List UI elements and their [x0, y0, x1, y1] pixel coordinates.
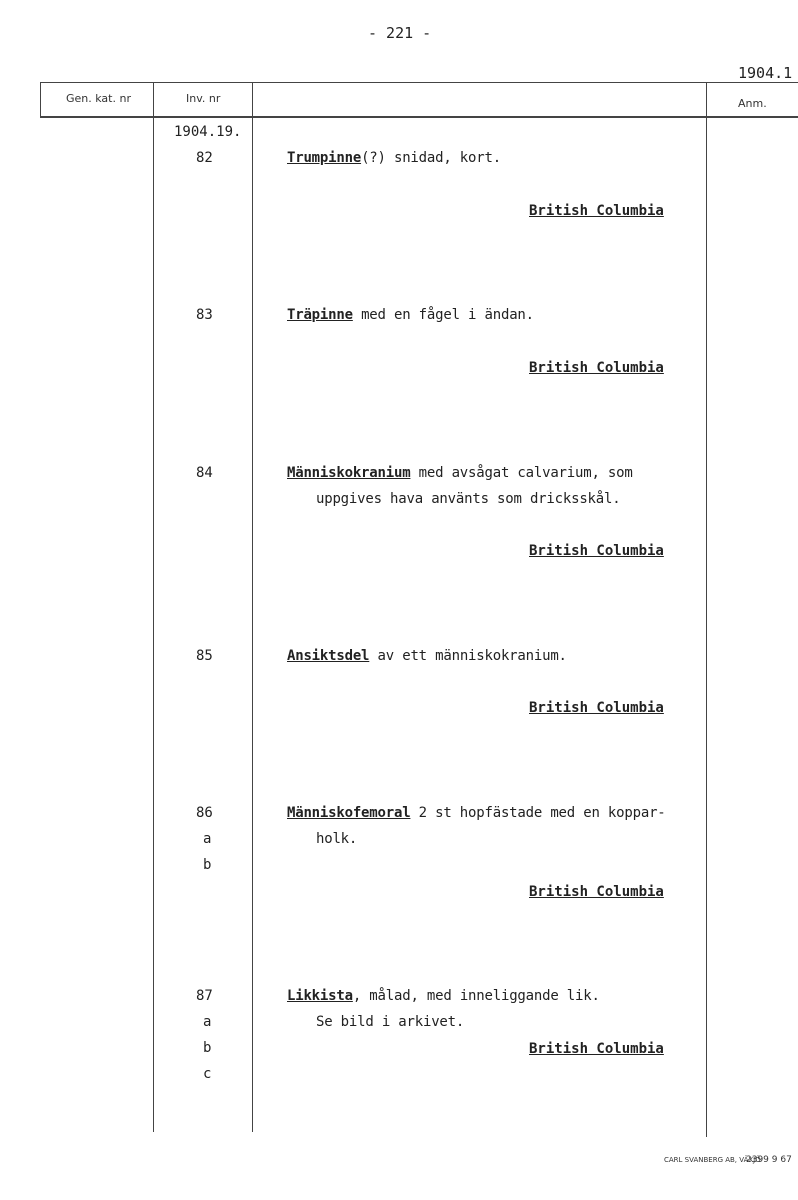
inv-number: 82 — [196, 150, 213, 166]
entry-description — [287, 648, 567, 664]
header-inv-nr: Inv. nr — [186, 92, 221, 105]
entry-term: Trumpinne — [287, 150, 362, 166]
entry-term: Träpinne — [287, 307, 353, 323]
inv-number: 85 — [196, 648, 213, 664]
inv-number: 84 — [196, 465, 213, 481]
entry-text: 2 st hopfästade med en koppar- — [410, 805, 666, 821]
column-divider-left — [40, 82, 41, 116]
entry-place: British Columbia — [529, 1041, 664, 1057]
entry-text-continued: holk. — [316, 831, 358, 847]
entry-place: British Columbia — [529, 884, 664, 900]
entry-text: med en fågel i ändan. — [352, 307, 534, 323]
entry-term: Ansiktsdel — [287, 648, 370, 664]
entry-text-continued: Se bild i arkivet. — [316, 1014, 465, 1030]
entry-place: British Columbia — [529, 700, 664, 716]
column-divider-gen-inv — [153, 82, 154, 1132]
entry-text: (?) snidad, kort. — [361, 150, 501, 166]
inv-subitem: b — [203, 1040, 212, 1056]
inv-number: 86 — [196, 805, 213, 821]
entry-description — [287, 988, 600, 1004]
inv-number: 83 — [196, 307, 213, 323]
inv-subitem: c — [203, 1066, 212, 1082]
column-divider-desc-anm — [706, 82, 707, 1137]
entry-description — [287, 150, 501, 166]
entry-term: Människokranium — [287, 465, 411, 481]
entry-description — [287, 307, 534, 323]
column-divider-inv-desc — [252, 82, 253, 1132]
entry-place: British Columbia — [529, 543, 664, 559]
page-number: - 221 - — [368, 24, 432, 42]
inv-series-prefix: 1904.19. — [174, 124, 242, 140]
entry-place: British Columbia — [529, 360, 664, 376]
entry-text-continued: uppgives hava använts som dricksskål. — [316, 491, 621, 507]
header-gen-kat-nr: Gen. kat. nr — [66, 92, 131, 105]
entry-text: med avsågat calvarium, som — [410, 465, 633, 481]
inv-subitem: b — [203, 857, 212, 873]
entry-text: av ett människokranium. — [369, 648, 567, 664]
entry-place: British Columbia — [529, 203, 664, 219]
entry-description — [287, 465, 633, 481]
entry-term: Likkista — [287, 988, 353, 1004]
entry-text: , målad, med inneliggande lik. — [352, 988, 600, 1004]
form-number: 2399 9 67 — [746, 1155, 792, 1165]
inv-subitem: a — [203, 831, 212, 847]
entry-description — [287, 805, 666, 821]
header-anm: Anm. — [738, 97, 767, 110]
entry-term: Människofemoral — [287, 805, 411, 821]
series-reference: 1904.1 — [738, 64, 793, 82]
inv-number: 87 — [196, 988, 213, 1004]
inv-subitem: a — [203, 1014, 212, 1030]
printer-imprint: CARL SVANBERG AB, VÄXJÖ — [664, 1156, 761, 1164]
